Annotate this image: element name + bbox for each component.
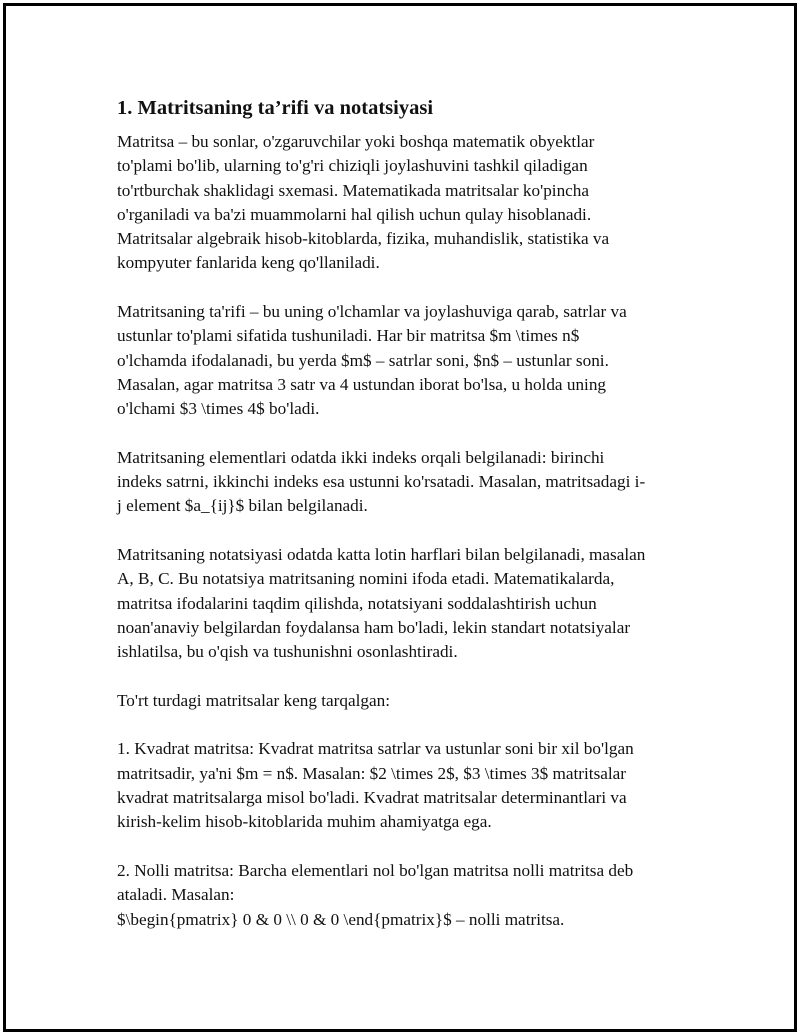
paragraph-matrix-definition: Matritsa – bu sonlar, o'zgaruvchilar yoki boshqa matematik obyektlar to'plami bo'lib, ularning to'g'ri chiziqli joylashuvini tashkil qiladigan to'rtburchak shaklidagi sxemasi. Matematikada matritsalar ko'pincha o'rganiladi va ba'zi muammolarni hal qilish uchun qulay hisoblanadi. Matritsalar algebraik hisob-kitoblarda, fizika, muhandislik, statistika va kompyuter fanlarida keng qo'llaniladi. [117, 132, 610, 273]
paragraph-matrix-dimensions: Matritsaning ta'rifi – bu uning o'lchamlar va joylashuviga qarab, satrlar va ustunlar to'plami sifatida tushuniladi. Har bir matritsa $m \times n$ o'lchamda ifodalanadi, bu yerda $m$ – satrlar soni, $n$ – ustunlar soni. Masalan, agar matritsa 3 satr va 4 ustundan iborat bo'lsa, u holda uning o'lchami $3 \times 4$ bo'ladi. [117, 302, 627, 419]
paragraph-matrix-elements: Matritsaning elementlari odatda ikki indeks orqali belgilanadi: birinchi indeks satrni, ikkinchi indeks esa ustunni ko'rsatadi. Masalan, matritsadagi i- j element $a_{ij}$ bilan belgilanadi. [117, 447, 646, 516]
document-body [117, 94, 689, 932]
paragraph-square-matrix: 1. Kvadrat matritsa: Kvadrat matritsa satrlar va ustunlar soni bir xil bo'lgan matritsadir, ya'ni $m = n$. Masalan: $2 \times 2$, $3 \times 3$ matritsalar kvadrat matritsalarga misol bo'ladi. Kvadrat matritsalar determinantlari va kirish-kelim hisob-kitoblarida muhim ahamiyatga ega. [117, 739, 634, 832]
section-heading: 1. Matritsaning ta’rifi va notatsiyasi [117, 97, 434, 119]
paragraph-zero-matrix: 2. Nolli matritsa: Barcha elementlari nol bo'lgan matritsa nolli matritsa deb ataladi. Masalan: $\begin{pmatrix} 0 & 0 \\ 0 & 0 \end{pmatrix}$ – nolli matritsa. [117, 860, 634, 929]
paragraph-matrix-types-intro: To'rt turdagi matritsalar keng tarqalgan: [117, 690, 390, 710]
paragraph-matrix-notation: Matritsaning notatsiyasi odatda katta lotin harflari bilan belgilanadi, masalan A, B, C. Bu notatsiya matritsaning nomini ifoda etadi. Matematikalarda, matritsa ifodalarini taqdim qilishda, notatsiyani soddalashtirish uchun noan'anaviy belgilardan foydalansa ham bo'ladi, lekin standart notatsiyalar ishlatilsa, bu o'qish va tushunishni osonlashtiradi. [117, 545, 646, 662]
